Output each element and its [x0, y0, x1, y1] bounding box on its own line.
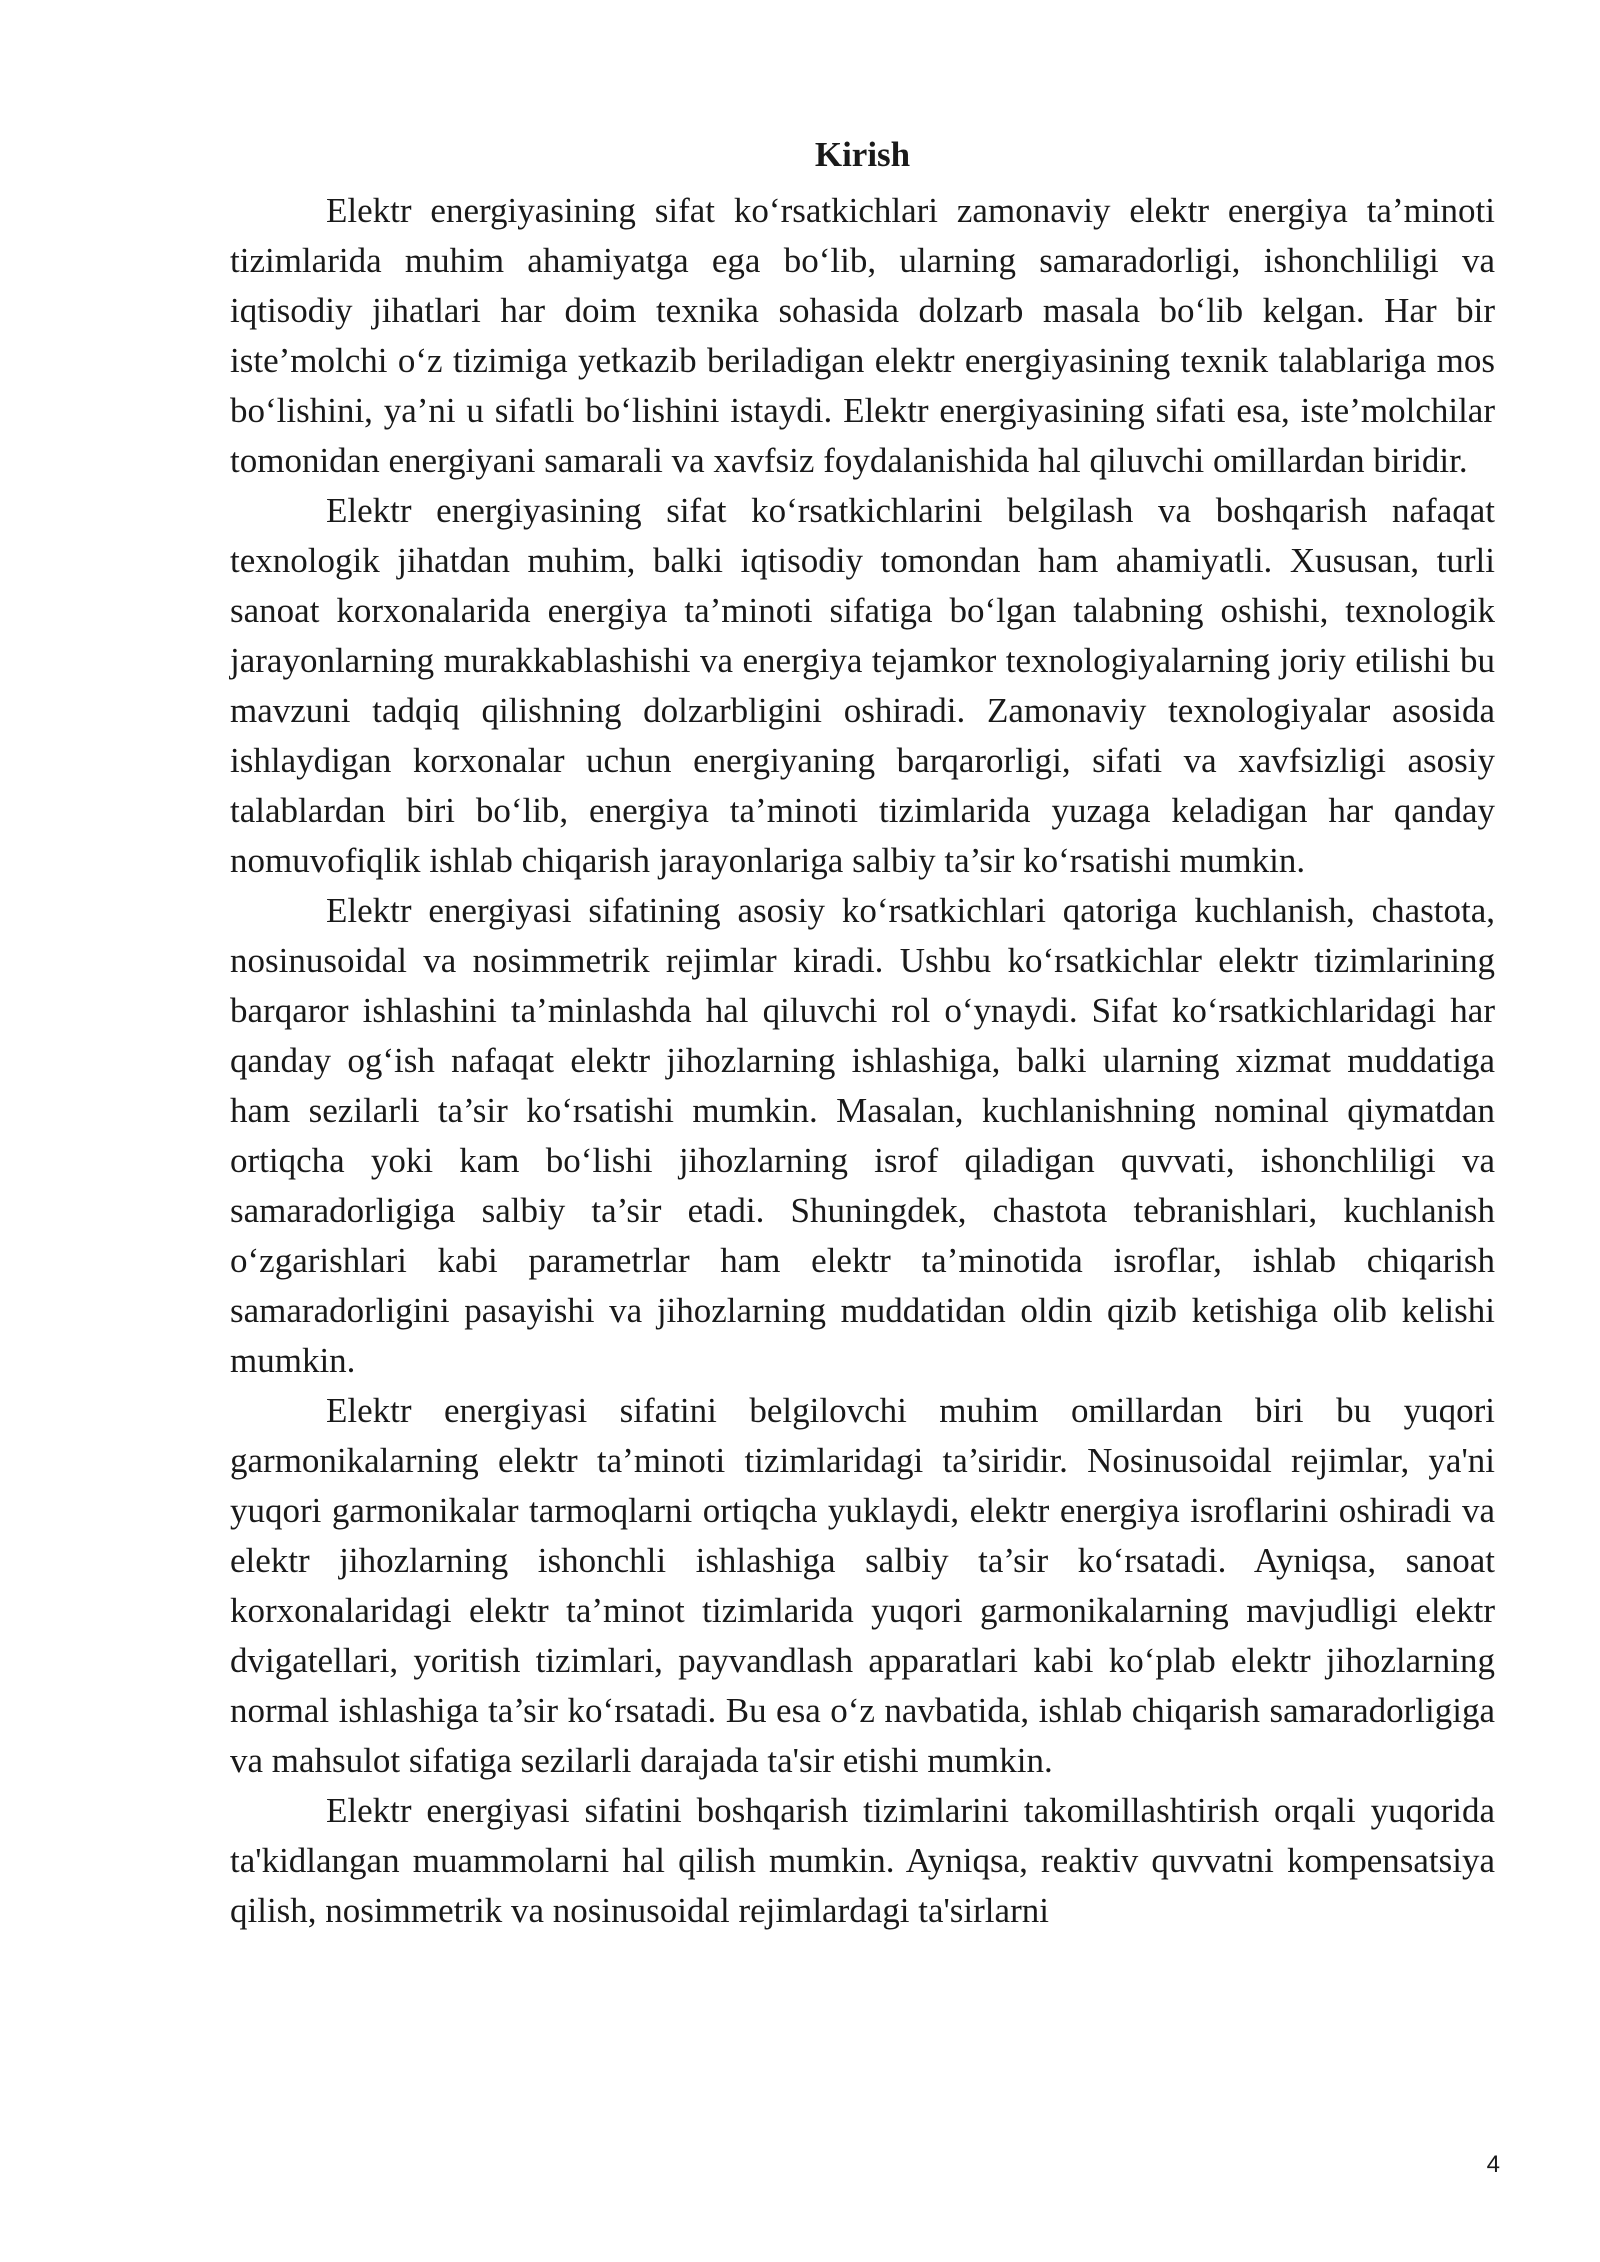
page-number: 4: [1486, 2151, 1500, 2178]
page-content: [230, 130, 1495, 1936]
paragraph-1: Elektr energiyasining sifat ko‘rsatkichlari zamonaviy elektr energiya ta’minoti tizimlarida muhim ahamiyatga ega bo‘lib, ularning samaradorligi, ishonchliligi va iqtisodiy jihatlari har doim texnika sohasida dolzarb masala bo‘lib kelgan. Har bir iste’molchi o‘z tizimiga yetkazib beriladigan elektr energiyasining texnik talablariga mos bo‘lishini, ya’ni u sifatli bo‘lishini istaydi. Elektr energiyasining sifati esa, iste’molchilar tomonidan energiyani samarali va xavfsiz foydalanishida hal qiluvchi omillardan biridir.: [230, 191, 1495, 480]
paragraph-2: Elektr energiyasining sifat ko‘rsatkichlarini belgilash va boshqarish nafaqat texnologik jihatdan muhim, balki iqtisodiy tomondan ham ahamiyatli. Xususan, turli sanoat korxonalarida energiya ta’minoti sifatiga bo‘lgan talabning oshishi, texnologik jarayonlarning murakkablashishi va energiya tejamkor texnologiyalarning joriy etilishi bu mavzuni tadqiq qilishning dolzarbligini oshiradi. Zamonaviy texnologiyalar asosida ishlaydigan korxonalar uchun energiyaning barqarorligi, sifati va xavfsizligi asosiy talablardan biri bo‘lib, energiya ta’minoti tizimlarida yuzaga keladigan har qanday nomuvofiqlik ishlab chiqarish jarayonlariga salbiy ta’sir ko‘rsatishi mumkin.: [230, 491, 1495, 880]
section-title: Kirish: [814, 135, 911, 174]
paragraph-5: Elektr energiyasi sifatini boshqarish tizimlarini takomillashtirish orqali yuqorida ta'kidlangan muammolarni hal qilish mumkin. Ayniqsa, reaktiv quvvatni kompensatsiya qilish, nosimmetrik va nosinusoidal rejimlardagi ta'sirlarni: [230, 1791, 1495, 1930]
paragraph-4: Elektr energiyasi sifatini belgilovchi muhim omillardan biri bu yuqori garmonikalarning elektr ta’minoti tizimlaridagi ta’siridir. Nosinusoidal rejimlar, ya'ni yuqori garmonikalar tarmoqlarni ortiqcha yuklaydi, elektr energiya isroflarini oshiradi va elektr jihozlarning ishonchli ishlashiga salbiy ta’sir ko‘rsatadi. Ayniqsa, sanoat korxonalaridagi elektr ta’minot tizimlarida yuqori garmonikalarning mavjudligi elektr dvigatellari, yoritish tizimlari, payvandlash apparatlari kabi ko‘plab elektr jihozlarning normal ishlashiga ta’sir ko‘rsatadi. Bu esa o‘z navbatida, ishlab chiqarish samaradorligiga va mahsulot sifatiga sezilarli darajada ta'sir etishi mumkin.: [230, 1391, 1495, 1780]
paragraph-3: Elektr energiyasi sifatining asosiy ko‘rsatkichlari qatoriga kuchlanish, chastota, nosinusoidal va nosimmetrik rejimlar kiradi. Ushbu ko‘rsatkichlar elektr tizimlarining barqaror ishlashini ta’minlashda hal qiluvchi rol o‘ynaydi. Sifat ko‘rsatkichlaridagi har qanday og‘ish nafaqat elektr jihozlarning ishlashiga, balki ularning xizmat muddatiga ham sezilarli ta’sir ko‘rsatishi mumkin. Masalan, kuchlanishning nominal qiymatdan ortiqcha yoki kam bo‘lishi jihozlarning isrof qiladigan quvvati, ishonchliligi va samaradorligiga salbiy ta’sir etadi. Shuningdek, chastota tebranishlari, kuchlanish o‘zgarishlari kabi parametrlar ham elektr ta’minotida isroflar, ishlab chiqarish samaradorligini pasayishi va jihozlarning muddatidan oldin qizib ketishiga olib kelishi mumkin.: [230, 891, 1495, 1380]
